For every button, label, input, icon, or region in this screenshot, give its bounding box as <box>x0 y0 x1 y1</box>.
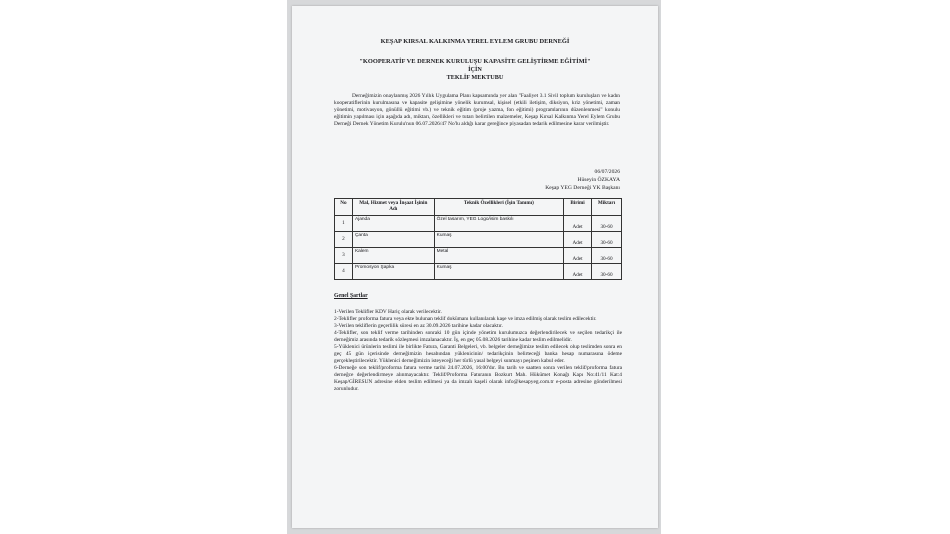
general-terms-heading: Genel Şartlar <box>334 293 368 299</box>
row-unit: Adet <box>564 216 592 232</box>
term-item: 2-Teklifler proforma fatura veya ekte bulunan teklif dokümanı kullanılarak kaşe ve imza edilmiş olarak teslim edilecektir. <box>334 316 597 323</box>
row-item-name: Çanta <box>352 232 434 248</box>
row-spec: Kumaş <box>434 264 563 280</box>
row-no: 1 <box>335 216 353 232</box>
row-spec: Kumaş <box>434 232 563 248</box>
program-title: "KOOPERATİF VE DERNEK KURULUŞU KAPASİTE GELİŞTİRME EĞİTİMİ" <box>359 58 591 65</box>
row-unit: Adet <box>564 264 592 280</box>
row-qty: 30-60 <box>592 232 622 248</box>
col-header-qty: Miktarı <box>592 199 622 216</box>
row-unit: Adet <box>564 248 592 264</box>
row-item-name: Promosyon Şapka <box>352 264 434 280</box>
row-qty: 30-60 <box>592 264 622 280</box>
table-row <box>335 216 622 232</box>
row-spec: Özel tasarım, YEG Logo/isim baskılı <box>434 216 563 232</box>
term-item: 3-Verilen tekliflerin geçerlilik süresi en az 30.09.2026 tarihine kadar olacaktır. <box>334 323 503 330</box>
table-row <box>335 264 622 280</box>
row-unit: Adet <box>564 232 592 248</box>
row-qty: 30-60 <box>592 216 622 232</box>
row-item-name: Ajanda <box>352 216 434 232</box>
signatory-role: Keşap YEG Derneği YK Başkanı <box>545 185 620 191</box>
for-label: İÇİN <box>468 66 482 73</box>
row-spec: Metal <box>434 248 563 264</box>
document-type: TEKLİF MEKTUBU <box>446 74 504 81</box>
intro-paragraph: Derneğimizin onaylanmış 2026 Yıllık Uygulama Planı kapsamında yer alan "Faaliyet 3.1 Sivil toplum kuruluşları ve kadın kooperatiflerinin kurulmasına ve kapasite gelişimine yönelik kurumsal, kişisel (etkili iletişim, diksiyon, kriz yönetimi, zaman yönetimi, motivasyon, gönüllü eğitimi vb.) ve teknik eğitim (proje yazma, fon eğitimi) programlarının düzenlenmesi" konulu eğitimin yapılması için aşağıda adı, miktarı, özellikleri ve tutarı belirtilen malzemeler, Keşap Kırsal Kalkınma Yerel Eylem Grubu Derneği Dernek Yönetim Kurulu'nun 06.07.2026/47 No'lu aldığı karar gereğince piyasadan tedarik edilmesine karar verilmiştir. <box>334 93 620 127</box>
term-item: 4-Teklifler, son teklif verme tarihinden sonraki 10 gün içinde yönetim kurulumuzca değerlendirilecek ve seçilen tedarikçi ile derneğimiz arasında tedarik sözleşmesi imzalanacaktır. İş, en geç 05.08.2026 tarihine kadar teslim edilmelidir. <box>334 330 622 344</box>
col-header-unit: Birimi <box>564 199 592 216</box>
term-item: 1-Verilen Teklifler KDV Hariç olarak verilecektir. <box>334 309 442 315</box>
row-no: 3 <box>335 248 353 264</box>
row-qty: 30-60 <box>592 248 622 264</box>
term-item: 5-Yüklenici ürünlerin teslimi ile birlikte Fatura, Garanti Belgeleri, vb. belgeler derneğimize teslim edilecek olup teslimden sonra en geç 45 gün içerisinde derneğimizin hesabından yüklenicinin/ tedarikçinin belirteceği banka hesap numarasına ödeme gerçekleştirilecektir. Yüklenici derneğimizin isteyeceği her türlü yasal belgeyi sunmayı peşinen kabul eder. <box>334 344 622 365</box>
organization-title: KEŞAP KIRSAL KALKINMA YEREL EYLEM GRUBU DERNEĞİ <box>380 38 570 45</box>
items-table <box>334 198 622 280</box>
term-item: 6-Derneğe son teklif/proforma fatura verme tarihi 24.07.2026, 16:00'dır. Bu tarih ve saatten sonra verilen teklif/proforma fatura derneğce değerlendirmeye alınmayacaktır. Teklif/Proforma Faturanın Bozkurt Mah. Hükümet Konağı Kapı No:41/11 Kat:4 Keşap/GİRESUN adresine elden teslim edilmesi ya da imzalı kaşeli olarak info@kesapyeg.com.tr e-posta adresine gönderilmesi zorunludur. <box>334 365 622 393</box>
col-header-name: Mal, Hizmet veya İnşaat İşinin Adı <box>352 199 434 216</box>
document-page <box>292 6 658 528</box>
signature-date: 06/07/2026 <box>594 169 620 175</box>
signatory-name: Hüseyin ÖZKAYA <box>577 177 620 183</box>
col-header-spec: Teknik Özellikleri (İşin Tanımı) <box>434 199 563 216</box>
table-row <box>335 232 622 248</box>
col-header-no: No <box>335 199 353 216</box>
general-terms-list <box>334 309 622 393</box>
row-item-name: Kalem <box>352 248 434 264</box>
table-row <box>335 248 622 264</box>
row-no: 2 <box>335 232 353 248</box>
row-no: 4 <box>335 264 353 280</box>
table-header-row <box>335 199 622 216</box>
